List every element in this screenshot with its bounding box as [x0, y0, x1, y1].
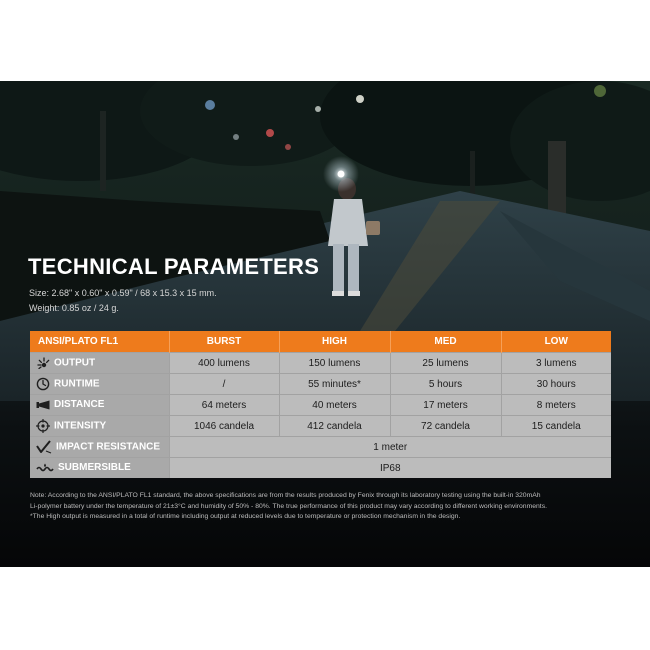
- cell-runtime-low: 30 hours: [501, 374, 611, 395]
- table-row: [30, 458, 611, 479]
- row-label-text: SUBMERSIBLE: [58, 462, 131, 474]
- parameters-table: [30, 331, 611, 478]
- output-icon: [36, 357, 50, 369]
- cell-output-burst: 400 lumens: [169, 353, 279, 374]
- table-row: [30, 374, 611, 395]
- row-label-runtime: [30, 374, 169, 395]
- cell-output-med: 25 lumens: [390, 353, 501, 374]
- cell-distance-burst: 64 meters: [169, 395, 279, 416]
- row-label-impact: [30, 437, 169, 458]
- cell-runtime-high: 55 minutes*: [279, 374, 390, 395]
- product-banner: [0, 81, 650, 567]
- page-title: TECHNICAL PARAMETERS: [28, 254, 320, 279]
- cell-intensity-med: 72 candela: [390, 416, 501, 437]
- row-label-text: DISTANCE: [54, 399, 105, 411]
- row-label-text: INTENSITY: [54, 420, 107, 432]
- header-high: HIGH: [279, 331, 390, 353]
- distance-beam-icon: [36, 400, 50, 410]
- table-row: [30, 353, 611, 374]
- impact-resistance-icon: [36, 440, 52, 454]
- table-row: [30, 437, 611, 458]
- row-label-intensity: [30, 416, 169, 437]
- header-med: MED: [390, 331, 501, 353]
- cell-submersible-value: IP68: [169, 458, 611, 479]
- header-burst: BURST: [169, 331, 279, 353]
- cell-impact-value: 1 meter: [169, 437, 611, 458]
- table-header-row: [30, 331, 611, 353]
- footnote-line: Li-polymer battery under the temperature of 21±3°C and humidity of 50% - 80%. The true performance of this product may vary according to different working environments.: [30, 502, 547, 510]
- row-label-output: [30, 353, 169, 374]
- cell-distance-med: 17 meters: [390, 395, 501, 416]
- size-spec: Size: 2.68" x 0.60" x 0.59" / 68 x 15.3 x 15 mm.: [29, 288, 217, 298]
- cell-runtime-med: 5 hours: [390, 374, 501, 395]
- cell-intensity-high: 412 candela: [279, 416, 390, 437]
- row-label-text: RUNTIME: [54, 378, 100, 390]
- cell-intensity-burst: 1046 candela: [169, 416, 279, 437]
- cell-output-high: 150 lumens: [279, 353, 390, 374]
- weight-spec: Weight: 0.85 oz / 24 g.: [29, 303, 119, 313]
- table-row: [30, 416, 611, 437]
- footnote-line: *The High output is measured in a total of runtime including output at reduced levels due to temperature or protection mechanism in the design.: [30, 513, 461, 520]
- cell-output-low: 3 lumens: [501, 353, 611, 374]
- cell-distance-low: 8 meters: [501, 395, 611, 416]
- table-row: [30, 395, 611, 416]
- header-standard: ANSI/PLATO FL1: [30, 331, 169, 353]
- cell-intensity-low: 15 candela: [501, 416, 611, 437]
- runtime-clock-icon: [36, 377, 50, 391]
- footnote: [30, 491, 615, 523]
- footnote-line: Note: According to the ANSI/PLATO FL1 standard, the above specifications are from the results produced by Fenix through its laboratory testing using the built-in 320mAh: [30, 492, 541, 499]
- row-label-submersible: [30, 458, 169, 479]
- intensity-crosshair-icon: [36, 419, 50, 433]
- header-low: LOW: [501, 331, 611, 353]
- cell-distance-high: 40 meters: [279, 395, 390, 416]
- row-label-text: OUTPUT: [54, 357, 96, 369]
- cell-runtime-burst: /: [169, 374, 279, 395]
- submersible-icon: [36, 463, 54, 473]
- row-label-text: IMPACT RESISTANCE: [56, 441, 161, 453]
- row-label-distance: [30, 395, 169, 416]
